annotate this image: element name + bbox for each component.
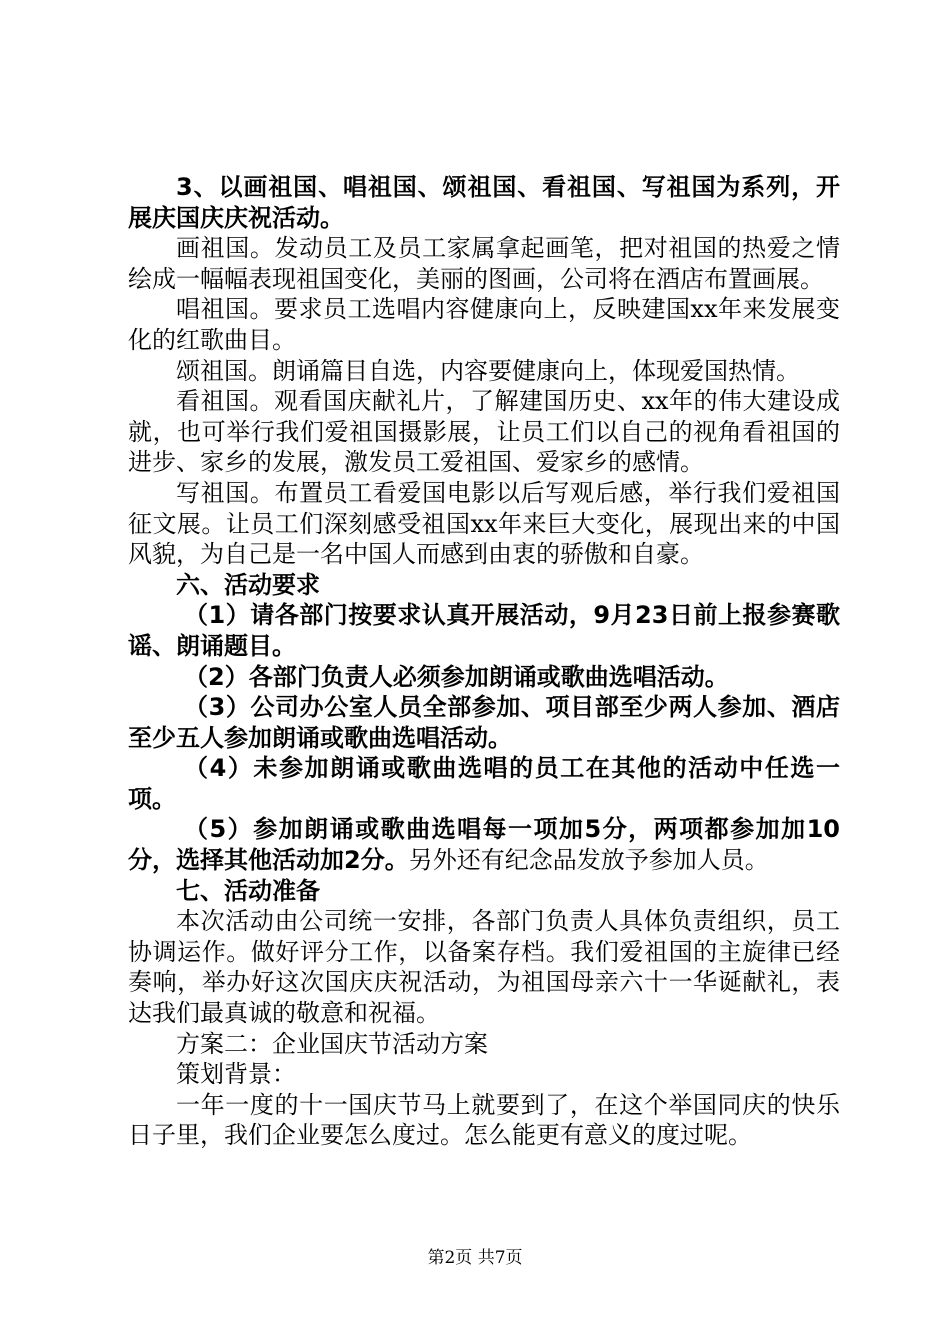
paragraph-write-motherland: 写祖国。布置员工看爱国电影以后写观后感，举行我们爱祖国征文展。让员工们深刻感受祖国xx年来巨大变化，展现出来的中国风貌，为自己是一名中国人而感到由衷的骄傲和自豪。	[128, 478, 840, 569]
paragraph-recite-motherland: 颂祖国。朗诵篇目自选，内容要健康向上，体现爱国热情。	[176, 356, 800, 385]
paragraph-sing-motherland: 唱祖国。要求员工选唱内容健康向上，反映建国xx年来发展变化的红歌曲目。	[128, 295, 840, 354]
requirement-item-3: （3）公司办公室人员全部参加、项目部至少两人参加、酒店至少五人参加朗诵或歌曲选唱活动。	[128, 693, 840, 752]
paragraph-draw-motherland: 画祖国。发动员工及员工家属拿起画笔，把对祖国的热爱之情绘成一幅幅表现祖国变化，美丽的图画，公司将在酒店布置画展。	[128, 234, 840, 293]
requirement-item-2: （2）各部门负责人必须参加朗诵或歌曲选唱活动。	[184, 662, 729, 691]
paragraph-background-body: 一年一度的十一国庆节马上就要到了，在这个举国同庆的快乐日子里，我们企业要怎么度过。怎么能更有意义的度过呢。	[128, 1090, 840, 1150]
requirement-item-1: （1）请各部门按要求认真开展活动，9月23日前上报参赛歌谣、朗诵题目。	[128, 601, 840, 660]
section-heading-requirements: 六、活动要求	[176, 570, 320, 599]
paragraph-plan-two-title: 方案二：企业国庆节活动方案	[176, 1029, 488, 1058]
paragraph-activity-series: 3、以画祖国、唱祖国、颂祖国、看祖国、写祖国为系列，开展庆国庆庆祝活动。	[128, 173, 840, 232]
document-body	[128, 172, 840, 1151]
paragraph-background-label: 策划背景：	[176, 1060, 296, 1089]
section-heading-preparation: 七、活动准备	[176, 876, 320, 905]
paragraph-watch-motherland: 看祖国。观看国庆献礼片，了解建国历史、xx年的伟大建设成就，也可举行我们爱祖国摄影展，让员工们以自己的视角看祖国的进步、家乡的发展，激发员工爱祖国、爱家乡的感情。	[128, 387, 840, 477]
requirement-item-5	[128, 814, 840, 875]
requirement-item-4: （4）未参加朗诵或歌曲选唱的员工在其他的活动中任选一项。	[128, 754, 840, 813]
page-footer: 第2页 共7页	[427, 1248, 523, 1268]
requirement-item-5-tail: 另外还有纪念品发放予参加人员。	[408, 846, 769, 875]
requirement-item-5-bold: （5）参加朗诵或歌曲选唱每一项加5分，两项都参加加10分，选择其他活动加2分。	[128, 815, 840, 875]
paragraph-preparation: 本次活动由公司统一安排，各部门负责人具体负责组织，员工协调运作。做好评分工作，以备案存档。我们爱祖国的主旋律已经奏响，举办好这次国庆庆祝活动，为祖国母亲六十一华诞献礼，表达我们最真诚的敬意和祝福。	[128, 907, 840, 1028]
